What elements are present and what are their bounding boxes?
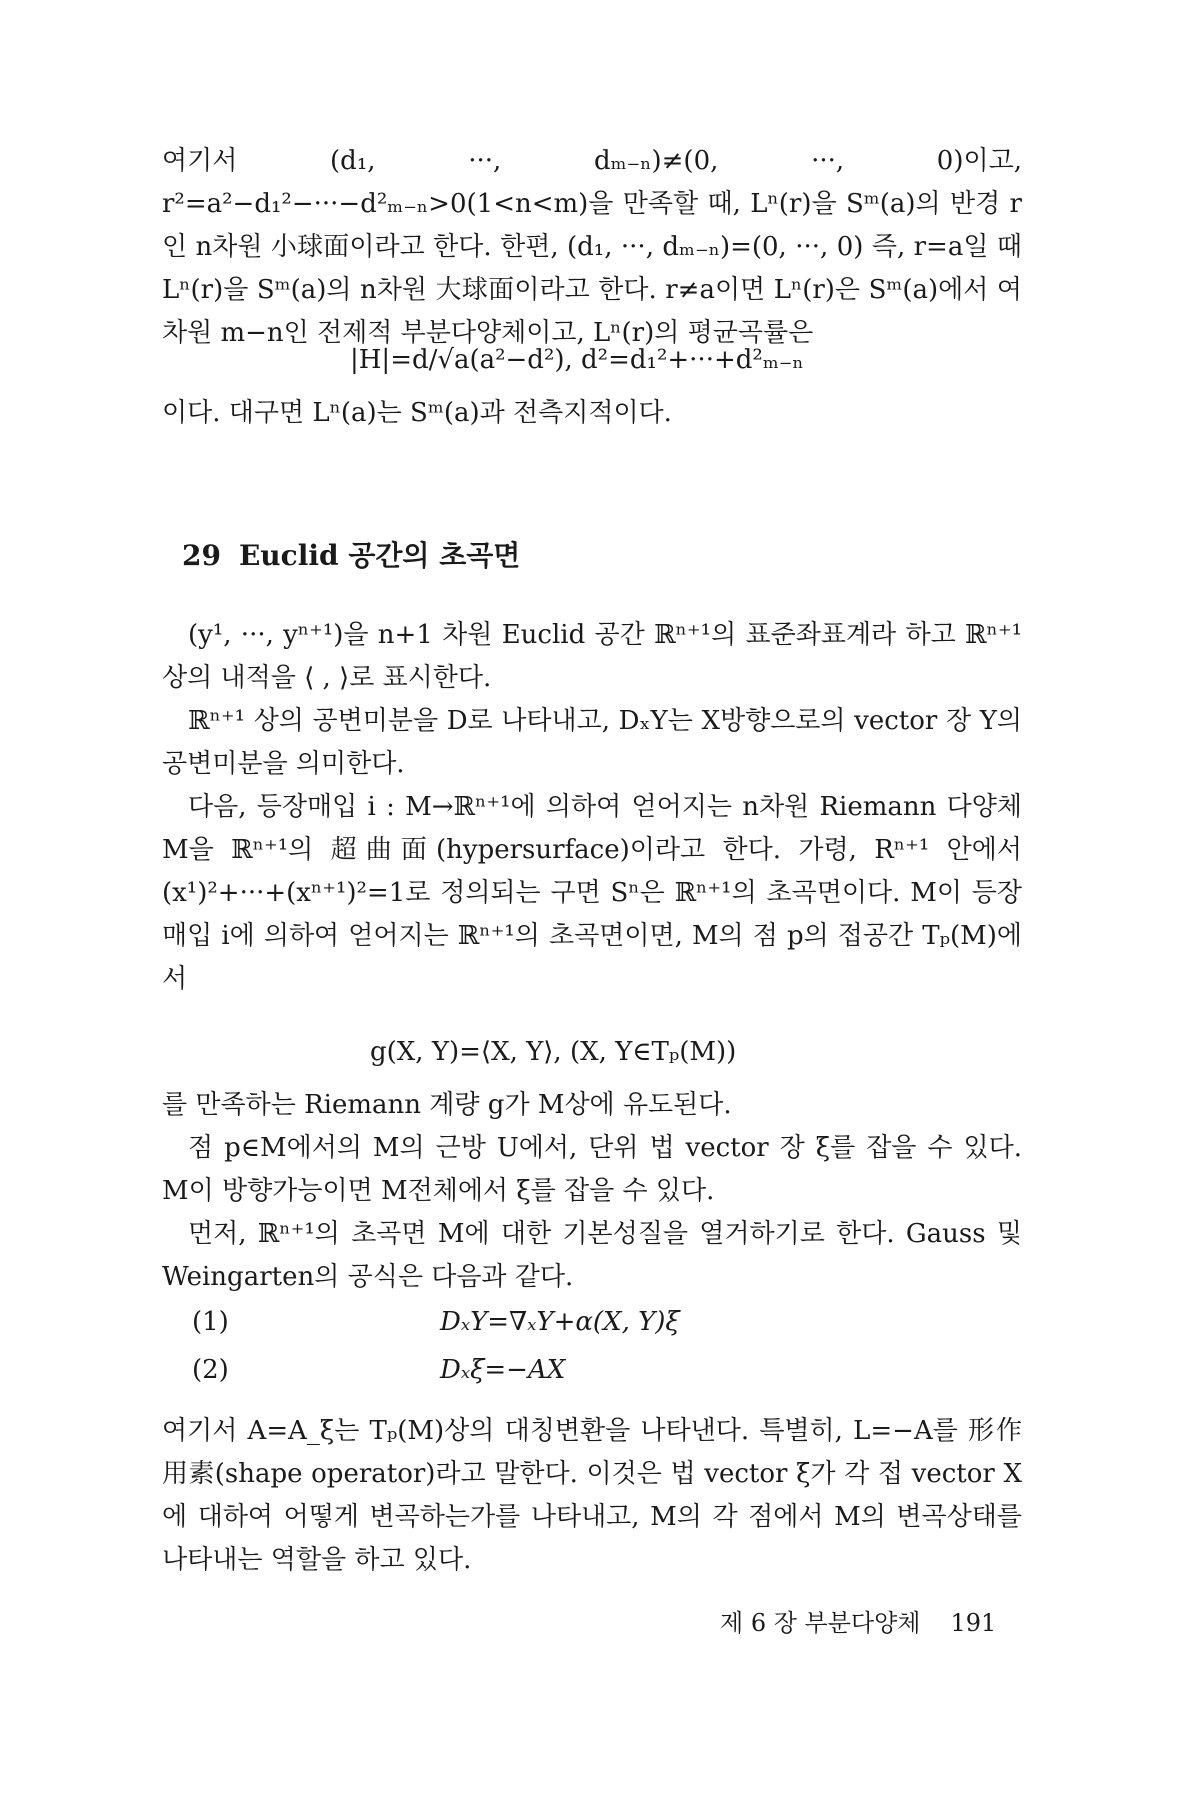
chapter-title: 제 6 장 부분다양체 (720, 1609, 921, 1637)
paragraph-hypersurface: 다음, 등장매입 i : M→ℝⁿ⁺¹에 의하여 얻어지는 n차원 Riemann 다양체 M을 ℝⁿ⁺¹의 超曲面(hypersurface)이라고 한다. 가령, Rⁿ⁺¹ 안에서 (x¹)²+···+(xⁿ⁺¹)²=1로 정의되는 구면 Sⁿ은 ℝⁿ⁺¹의 초곡면이다. M이 등장매입 i에 의하여 얻어지는 ℝⁿ⁺¹의 초곡면이면, M의 점 p의 접공간 Tₚ(M)에서 (162, 792, 1022, 994)
formula-mean-curvature: |H|=d/√a(a²−d²), d²=d₁²+···+d²ₘ₋ₙ (350, 345, 804, 375)
section-title: Euclid 공간의 초곡면 (238, 539, 521, 572)
equation-weingarten: Dₓξ=−AX (440, 1355, 566, 1385)
paragraph-small-sphere: 여기서 (d₁, ···, dₘ₋ₙ)≠(0, ···, 0)이고, r²=a²−d₁²−···−d²ₘ₋ₙ>0(1<n<m)을 만족할 때, Lⁿ(r)을 Sᵐ(a)의 반경 r인 n차원 小球面이라고 한다. 한편, (d₁, ···, dₘ₋ₙ)=(0, ···, 0) 즉, r=a일 때 Lⁿ(r)을 Sᵐ(a)의 n차원 大球面이라고 한다. r≠a이면 Lⁿ(r)은 Sᵐ(a)에서 여차원 m−n인 전제적 부분다양체이고, Lⁿ(r)의 평균곡률은 (162, 146, 1022, 348)
page-footer (720, 1605, 996, 1641)
paragraph-unit-normal: 점 p∈M에서의 M의 근방 U에서, 단위 법 vector 장 ξ를 잡을 수 있다. M이 방향가능이면 M전체에서 ξ를 잡을 수 있다. (162, 1133, 1022, 1206)
paragraph-great-sphere: 이다. 대구면 Lⁿ(a)는 Sᵐ(a)과 전측지적이다. (162, 398, 672, 428)
equation-label-1: (1) (192, 1307, 229, 1337)
section-heading (182, 536, 520, 576)
equation-label-2: (2) (192, 1355, 229, 1385)
paragraph-coordinates: (y¹, ···, yⁿ⁺¹)을 n+1 차원 Euclid 공간 ℝⁿ⁺¹의 표준좌표계라 하고 ℝⁿ⁺¹ 상의 내적을 ⟨ , ⟩로 표시한다. (162, 620, 1022, 693)
paragraph-covariant-derivative: ℝⁿ⁺¹ 상의 공변미분을 D로 나타내고, DₓY는 X방향으로의 vector 장 Y의 공변미분을 의미한다. (162, 706, 1022, 779)
paragraph-gauss-weingarten: 먼저, ℝⁿ⁺¹의 초곡면 M에 대한 기본성질을 열거하기로 한다. Gauss 및 Weingarten의 공식은 다음과 같다. (162, 1219, 1022, 1292)
equation-gauss: DₓY=∇ₓY+α(X, Y)ξ (440, 1307, 680, 1337)
section-number: 29 (182, 539, 221, 572)
page-number: 191 (950, 1609, 997, 1637)
formula-metric: g(X, Y)=⟨X, Y⟩, (X, Y∈Tₚ(M)) (370, 1037, 737, 1067)
paragraph-riemann-metric: 를 만족하는 Riemann 계량 g가 M상에 유도된다. (162, 1090, 732, 1120)
paragraph-shape-operator: 여기서 A=A_ξ는 Tₚ(M)상의 대칭변환을 나타낸다. 특별히, L=−A를 形作用素(shape operator)라고 말한다. 이것은 법 vector ξ가 각 접 vector X에 대하여 어떻게 변곡하는가를 나타내고, M의 각 점에서 M의 변곡상태를 나타내는 역할을 하고 있다. (162, 1416, 1022, 1575)
